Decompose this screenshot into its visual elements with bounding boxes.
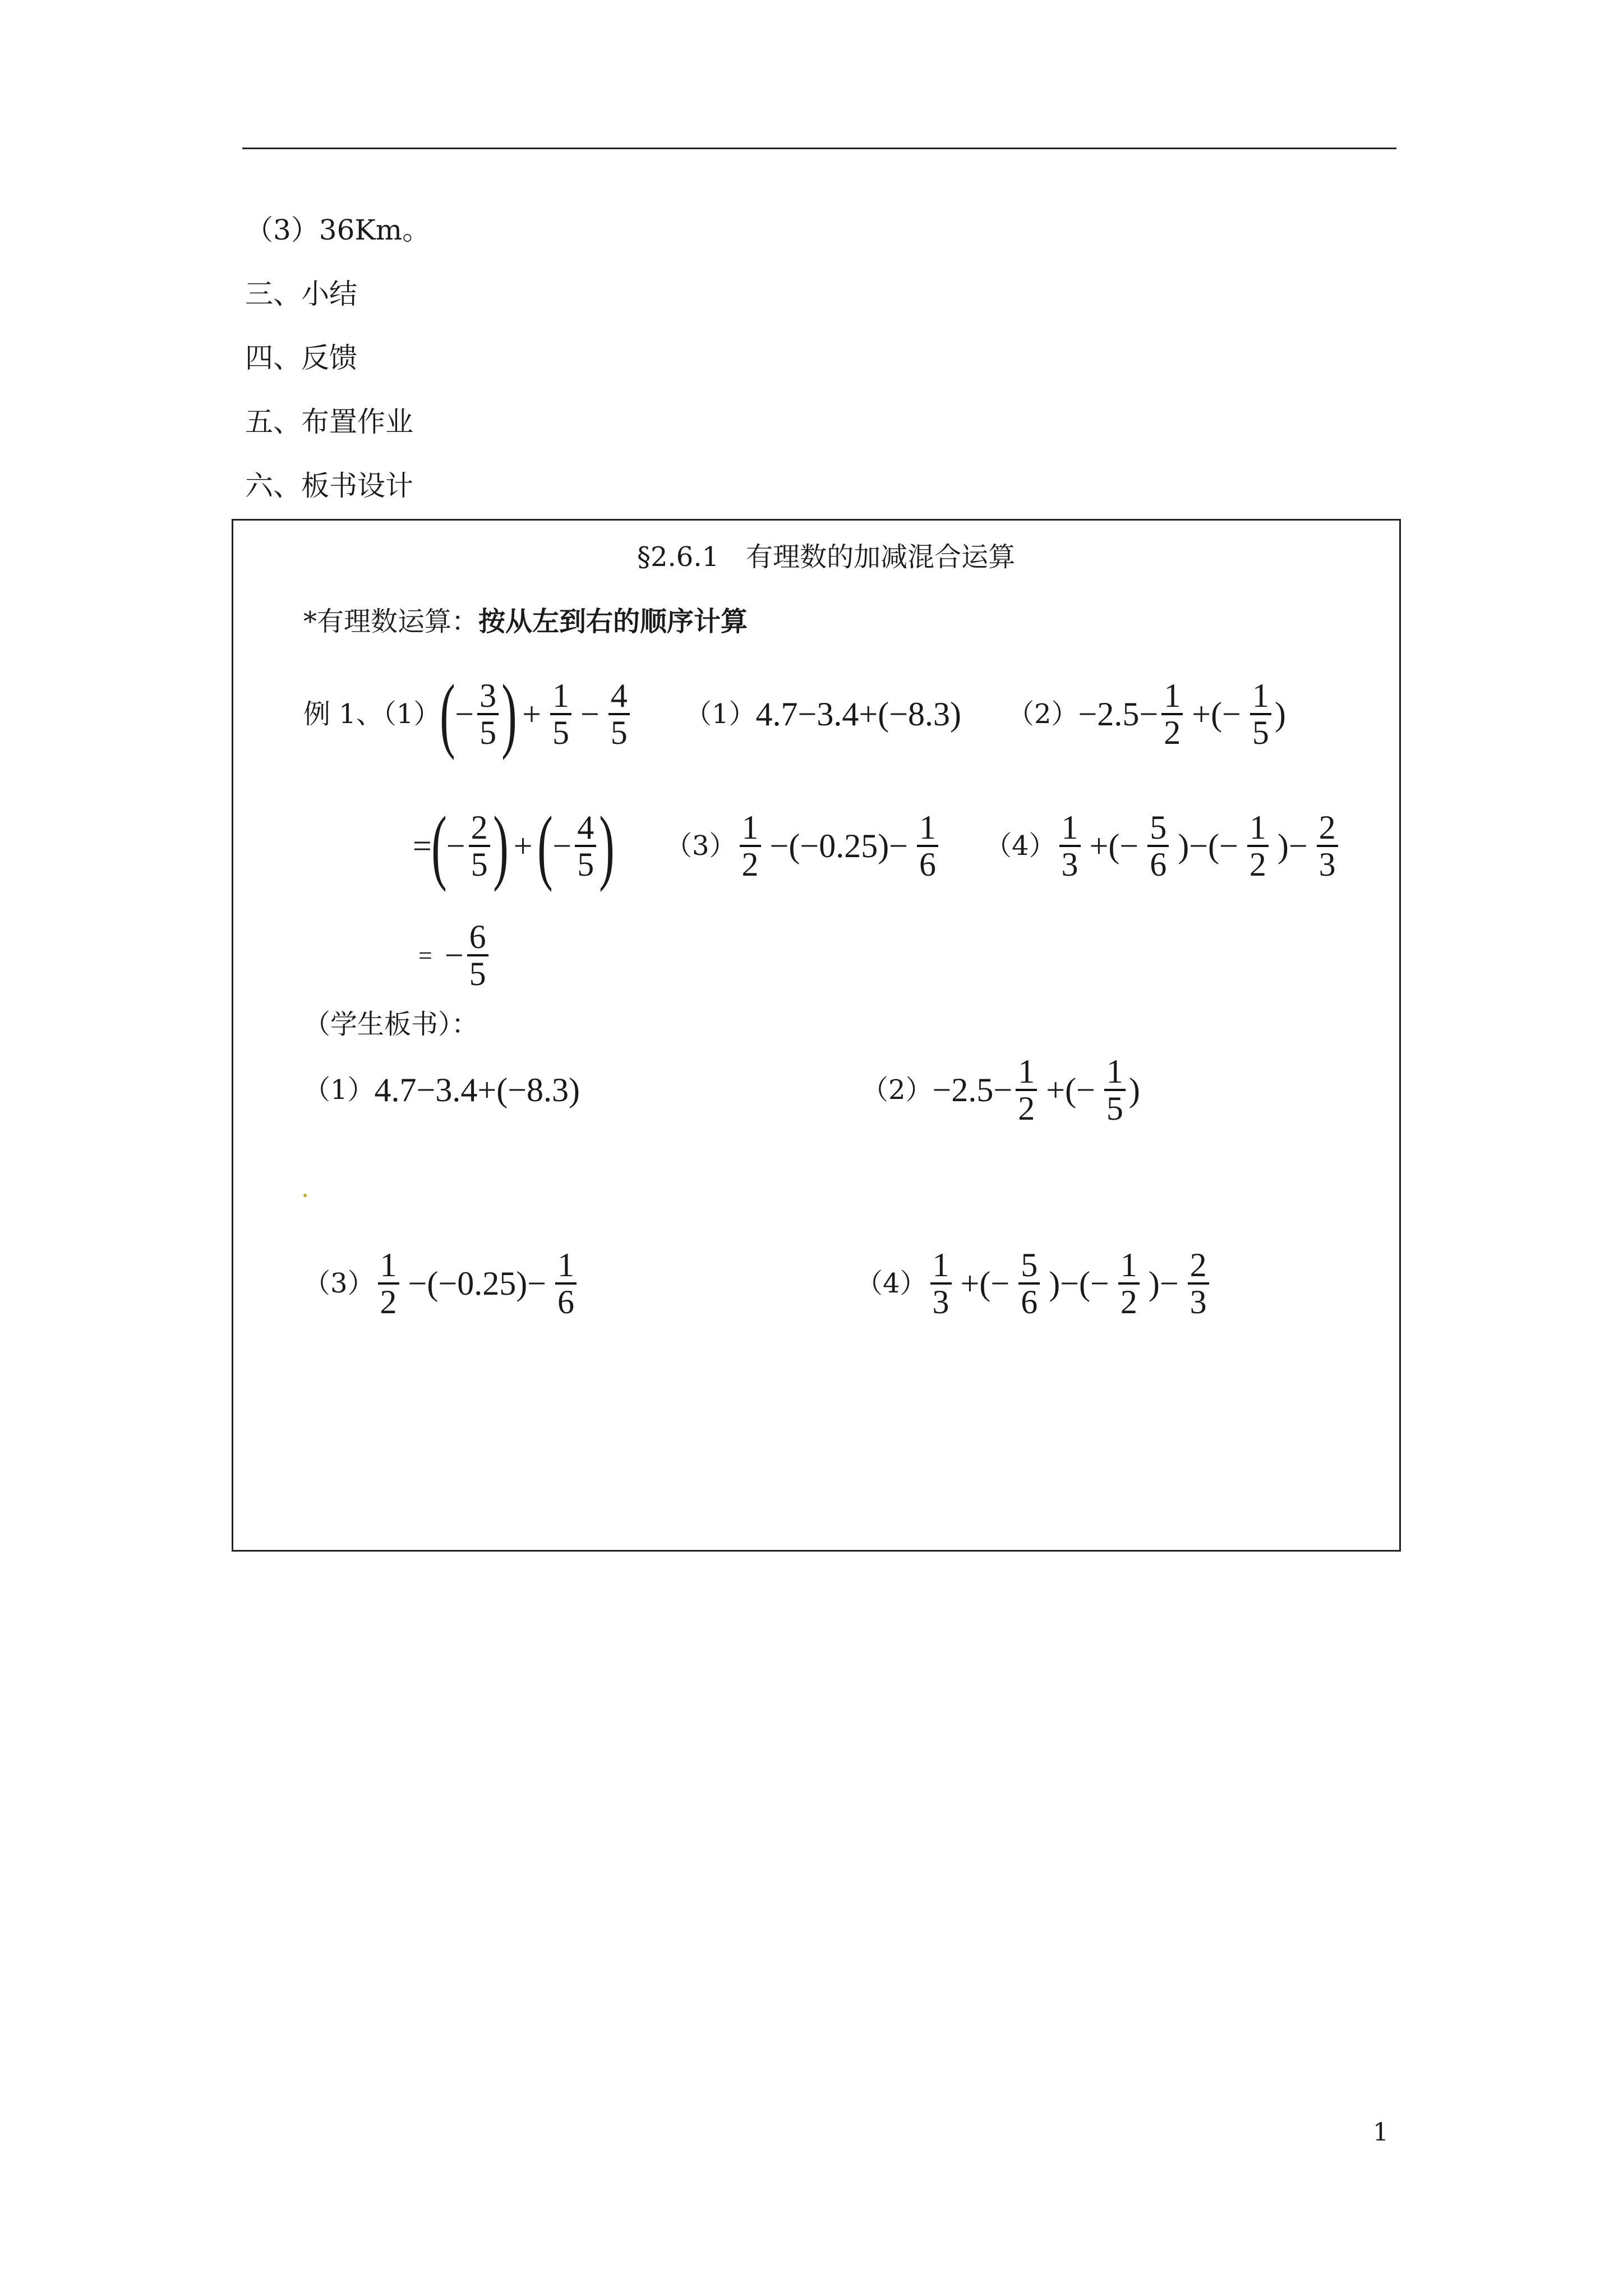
section-homework: 五、布置作业 <box>245 406 413 438</box>
problem-1: （1） 4.7−3.4+(−8.3) <box>685 695 962 733</box>
example-label: 例 1、（1） <box>303 698 441 730</box>
rule-text: 按从左到右的顺序计算 <box>478 606 748 637</box>
student-problem-2: （2） −2.5− $\frac{1}{2}$ +(− $\frac{1}{5}$ ) <box>861 1053 1140 1127</box>
student-problem-1: （1） 4.7−3.4+(−8.3) <box>303 1071 580 1108</box>
problem-4: （4） $\frac{1}{3}$ +(− $\frac{5}{6}$ )−(− $\frac{1}{2}$ )− $\frac{2}{3}$ <box>985 795 1341 896</box>
page-number: 1 <box>1373 2118 1389 2147</box>
answer-line: （3）36Km。 <box>245 214 431 246</box>
section-board-design: 六、板书设计 <box>245 470 413 502</box>
student-board-label: （学生板书）： <box>303 1009 479 1040</box>
example-1-step-1: = ( − $\frac{2}{5}$ ) + ( − $\frac{4}{5}$ ) <box>413 799 615 892</box>
rule-line <box>303 605 748 638</box>
section-feedback: 四、反馈 <box>245 342 357 374</box>
problem-1-expression: 4.7−3.4+(−8.3) <box>755 695 962 733</box>
board-title: §2.6.1 有理数的加减混合运算 <box>637 541 1016 573</box>
rule-label: *有理数运算： <box>303 606 479 637</box>
problem-2: （2） −2.5− $\frac{1}{2}$ +(− $\frac{1}{5}$ ) <box>1007 677 1286 751</box>
problem-3: （3） $\frac{1}{2}$ −(−0.25)− $\frac{1}{6}$ <box>665 795 942 896</box>
student-problem-4: （4） $\frac{1}{3}$ +(− $\frac{5}{6}$ )−(− $\frac{1}{2}$ )− $\frac{2}{3}$ <box>856 1233 1212 1334</box>
example-1-result: = − $\frac{6}{5}$ <box>418 913 492 997</box>
section-summary: 三、小结 <box>245 278 357 310</box>
example-1-expression: 例 1、（1） ( − $\frac{3}{5}$ ) + $\frac{1}{5}$ − $\frac{4}{5}$ <box>303 664 633 765</box>
board-design-box <box>232 519 1401 1552</box>
student-problem-3: （3） $\frac{1}{2}$ −(−0.25)− $\frac{1}{6}$ <box>303 1233 580 1334</box>
header-rule <box>242 148 1396 149</box>
stray-dot <box>303 1194 307 1197</box>
